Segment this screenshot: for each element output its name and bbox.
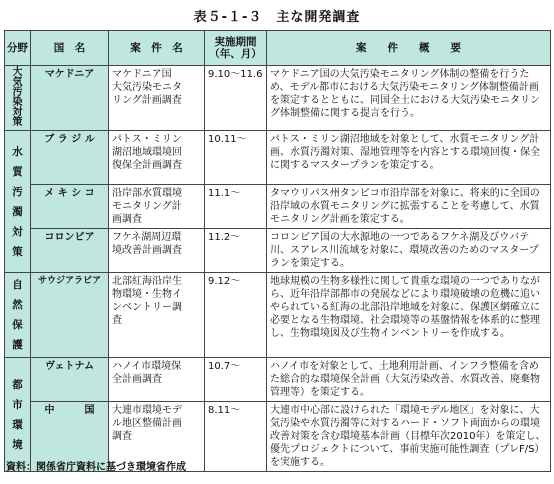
page-title: 表５-１-３ 主な開発調査 <box>193 10 361 25</box>
header-summary: 案 件 概 要 <box>267 31 551 66</box>
project-cell: 北部紅海沿岸生 物環境・生物イ ンベントリー調 査 <box>109 273 205 358</box>
period-cell: 11.1～ <box>205 185 267 229</box>
table-row <box>5 273 551 358</box>
period-cell: 10.7～ <box>205 358 267 402</box>
period-cell: 10.11～ <box>205 131 267 185</box>
summary-cell: 大連市中心部に設けられた「環境モデル地区」を対象に、大気汚染や水質汚濁等に対するハード・ソフト両面からの環境改善対策を含む環境基本計画（目標年次2010年）を策定し、優先プロジェクトについて、事前実施可能性調査（プレF/S）を実施する。 <box>267 402 551 472</box>
summary-cell: ハノイ市を対象として、土地利用計画、インフラ整備を含めた総合的な環境保全計画（大気汚染改善、水質改善、廃棄物管理等）を策定する。 <box>267 358 551 402</box>
header-row <box>5 31 551 66</box>
project-cell: 沿岸部水質環境 モニタリング計 画調査 <box>109 185 205 229</box>
table-row <box>5 66 551 131</box>
category-air: 大 気 汚 染 対 策 <box>5 66 31 131</box>
project-cell: フケネ湖周辺環 境改善計画調査 <box>109 229 205 273</box>
project-cell: ハノイ市環境保 全計画調査 <box>109 358 205 402</box>
summary-cell: マケドニア国の大気汚染モニタリング体制の整備を行うため、モデル都市における大気汚染モニタリング体制整備計画を策定するとともに、同国全土における大気汚染モニタリング体制整備に関する提言を行う。 <box>267 66 551 131</box>
header-country: 国 名 <box>31 31 109 66</box>
period-cell: 9.10～11.6 <box>205 66 267 131</box>
source-note: 資料：関係省庁資料に基づき環境省作成 <box>6 462 186 473</box>
category-urban: 都 市 環 境 <box>5 358 31 472</box>
table-row <box>5 229 551 273</box>
country-cell: メ キ シ コ <box>31 185 109 229</box>
country-cell: ヴェトナム <box>31 358 109 402</box>
development-survey-table <box>4 30 551 472</box>
country-cell: コロンビア <box>31 229 109 273</box>
table-row <box>5 358 551 402</box>
header-category: 分野 <box>5 31 31 66</box>
header-period: 実施期間 （年、月） <box>205 31 267 66</box>
period-cell: 9.12～ <box>205 273 267 358</box>
category-nature: 自 然 保 護 <box>5 273 31 358</box>
country-cell: サウジアラビア <box>31 273 109 358</box>
country-cell: マケドニア <box>31 66 109 131</box>
period-cell: 8.11～ <box>205 402 267 472</box>
summary-cell: パトス・ミリン湖沼地域を対象として、水質モニタリング計画、水質汚濁対策、湿地管理等を内容とする環境回復・保全に関するマスタープランを策定する。 <box>267 131 551 185</box>
summary-cell: タマウリパス州タンピコ市沿岸部を対象に、将来的に全国の沿岸域の水質モニタリングに拡張することを考慮して、水質モニタリング計画を策定する。 <box>267 185 551 229</box>
summary-cell: 地球規模の生物多様性に関して貴重な環境の一つでありながら、近年沿岸部都市の発展などにより環境破壊の危機に追いやられている紅海の北部沿岸地域を対象に、保護区網確立に必要となる生物環境、社会環境等の基盤情報を体系的に整理し、生物環境図及び生物インベントリーを作成する。 <box>267 273 551 358</box>
summary-cell: コロンビア国の大水源地の一つであるフケネ湖及びウバテ川、スアレス川流域を対象に、環境改善のためのマスタープランを策定する。 <box>267 229 551 273</box>
table-row <box>5 131 551 185</box>
category-water: 水 質 汚 濁 対 策 <box>5 131 31 273</box>
table-row <box>5 185 551 229</box>
country-cell: ブ ラ ジ ル <box>31 131 109 185</box>
header-project: 案 件 名 <box>109 31 205 66</box>
period-cell: 11.2～ <box>205 229 267 273</box>
country-cell: 中 国 <box>31 402 109 472</box>
project-cell: マケドニア国 大気汚染モニタ リング計画調査 <box>109 66 205 131</box>
project-cell: パトス・ミリン 湖沼地域環境回 復保全計画調査 <box>109 131 205 185</box>
project-cell: 大連市環境モデ ル地区整備計画 調査 <box>109 402 205 472</box>
